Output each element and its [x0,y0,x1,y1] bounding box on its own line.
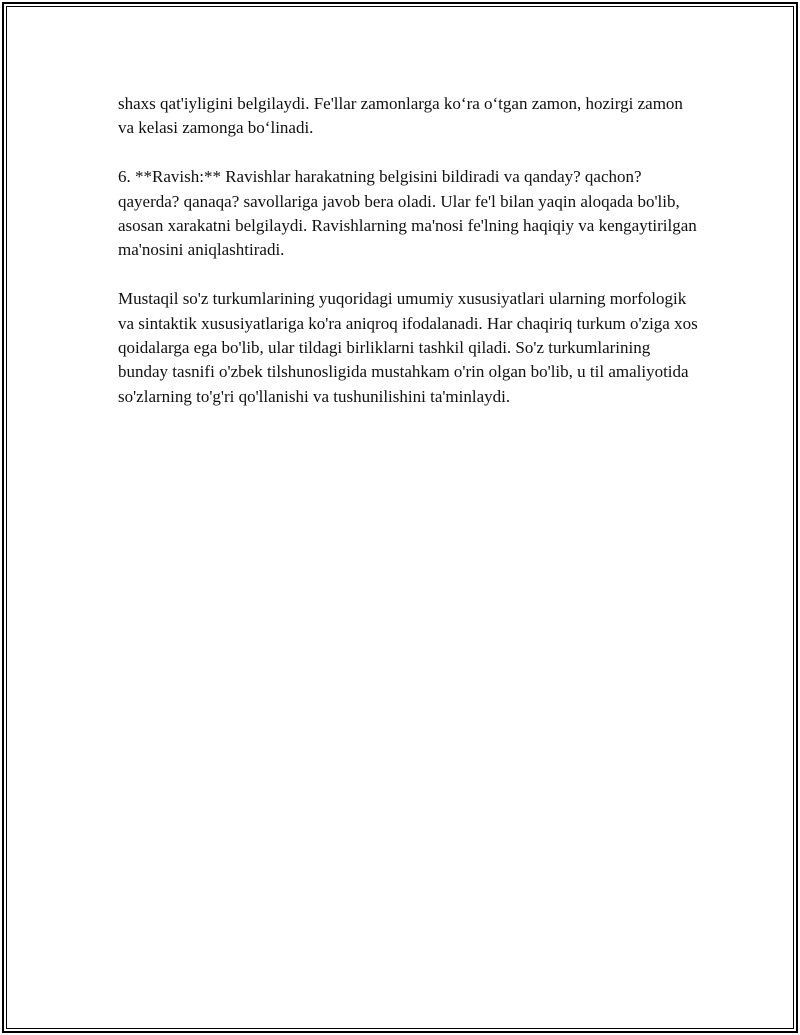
paragraph-verb-tenses: shaxs qat'iyligini belgilaydi. Fe'llar zamonlarga ko‘ra o‘tgan zamon, hozirgi zamon va kelasi zamonga bo‘linadi. [118,94,683,138]
document-body [118,92,698,434]
paragraph-ravish: 6. **Ravish:** Ravishlar harakatning belgisini bildiradi va qanday? qachon? qayerda? qanaqa? savollariga javob bera oladi. Ular fe'l bilan yaqin aloqada bo'lib, asosan xarakatni belgilaydi. Ravishlarning ma'nosi fe'lning haqiqiy va kengaytirilgan ma'nosini aniqlashtiradi. [118,167,697,260]
paragraph-summary: Mustaqil so'z turkumlarining yuqoridagi umumiy xususiyatlari ularning morfologik va sintaktik xususiyatlariga ko'ra aniqroq ifodalanadi. Har chaqiriq turkum o'ziga xos qoidalarga ega bo'lib, ular tildagi birliklarni tashkil qiladi. So'z turkumlarining bunday tasnifi o'zbek tilshunosligida mustahkam o'rin olgan bo'lib, u til amaliyotida so'zlarning to'g'ri qo'llanishi va tushunilishini ta'minlaydi. [118,289,698,406]
